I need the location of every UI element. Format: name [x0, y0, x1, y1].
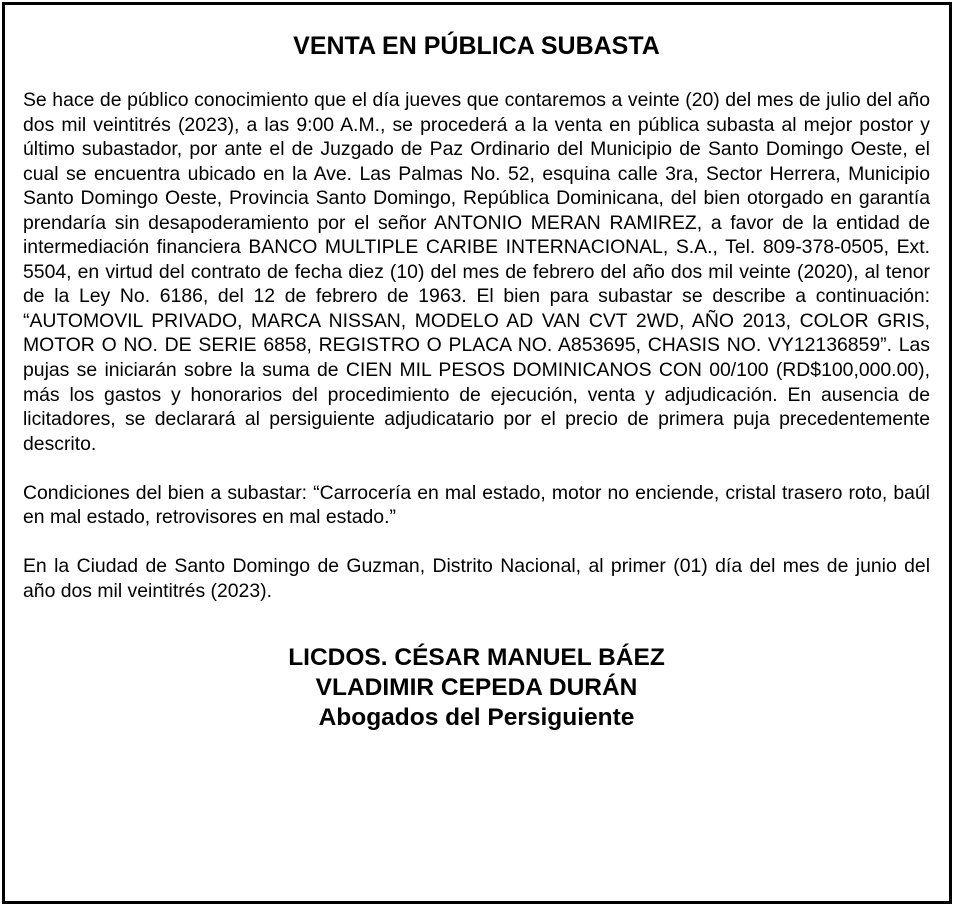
notice-title: VENTA EN PÚBLICA SUBASTA: [293, 32, 660, 60]
signature-line-role: Abogados del Persiguiente: [318, 704, 635, 732]
notice-paragraph-conditions: Condiciones del bien a subastar: “Carrocería en mal estado, motor no enciende, cristal trasero roto, baúl en mal estado, retrovisores en mal estado.”: [23, 481, 930, 529]
signature-line-second-lawyer: VLADIMIR CEPEDA DURÁN: [315, 674, 638, 702]
signature-block: [23, 643, 930, 733]
notice-frame: [2, 2, 952, 904]
signature-line-lawyers: LICDOS. CÉSAR MANUEL BÁEZ: [288, 644, 665, 672]
notice-content: [23, 5, 930, 733]
notice-paragraph-auction-details: Se hace de público conocimiento que el día jueves que contaremos a veinte (20) del mes de julio del año dos mil veintitrés (2023), a las 9:00 A.M., se procederá a la venta en pública subasta al mejor postor y último subastador, por ante el de Juzgado de Paz Ordinario del Municipio de Santo Domingo Oeste, el cual se encuentra ubicado en la Ave. Las Palmas No. 52, esquina calle 3ra, Sector Herrera, Municipio Santo Domingo Oeste, Provincia Santo Domingo, República Dominicana, del bien otorgado en garantía prendaría sin desapoderamiento por el señor ANTONIO MERAN RAMIREZ, a favor de la entidad de intermediación financiera BANCO MULTIPLE CARIBE INTERNACIONAL, S.A., Tel. 809-378-0505, Ext. 5504, en virtud del contrato de fecha diez (10) del mes de febrero del año dos mil veinte (2020), al tenor de la Ley No. 6186, del 12 de febrero de 1963. El bien para subastar se describe a continuación: “AUTOMOVIL PRIVADO, MARCA NISSAN, MODELO AD VAN CVT 2WD, AÑO 2013, COLOR GRIS, MOTOR O NO. DE SERIE 6858, REGISTRO O PLACA NO. A853695, CHASIS NO. VY12136859”. Las pujas se iniciarán sobre la suma de CIEN MIL PESOS DOMINICANOS CON 00/100 (RD$100,000.00), más los gastos y honorarios del procedimiento de ejecución, venta y adjudicación. En ausencia de licitadores, se declarará al persiguiente adjudicatario por el precio de primera puja precedentemente descrito.: [23, 89, 930, 455]
notice-paragraph-date-place: En la Ciudad de Santo Domingo de Guzman, Distrito Nacional, al primer (01) día del mes de junio del año dos mil veintitrés (2023).: [23, 555, 930, 602]
